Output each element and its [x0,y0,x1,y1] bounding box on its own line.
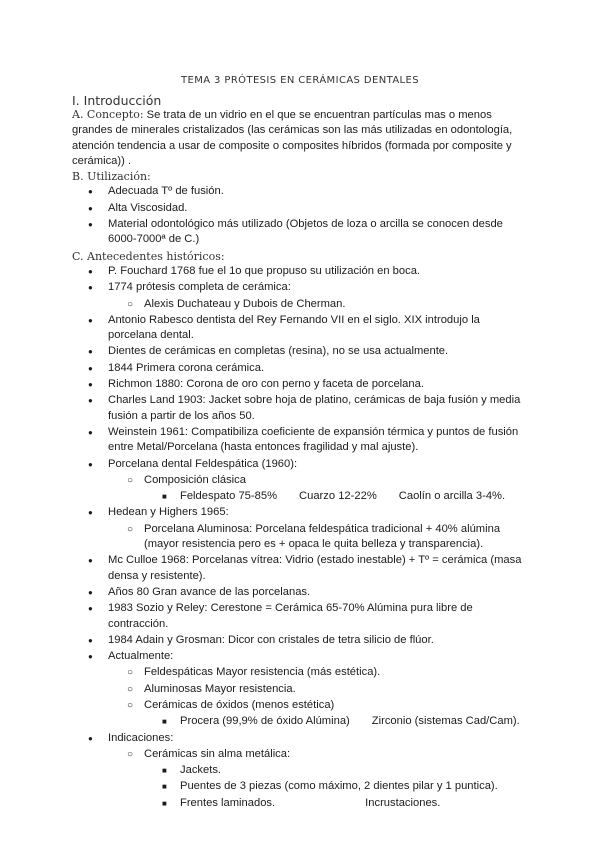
list-item: ○ Porcelana Aluminosa: Porcelana feldespática tradicional + 40% alúmina (mayor resistencia pero es + opaca le quita belleza y transparencia). [72,522,532,553]
list-item: ● Charles Land 1903: Jacket sobre hoja de platino, cerámicas de baja fusión y media fusión a partir de los años 50. [72,393,532,424]
list-item: ● P. Fouchard 1768 fue el 1o que propuso su utilización en boca. [72,264,532,279]
list-item: ● 1984 Adain y Grosman: Dicor con cristales de tetra silicio de flúor. [72,633,532,648]
list-item: ● Dientes de cerámicas en completas (resina), no se usa actualmente. [72,344,532,359]
list-item: ● Adecuada Tº de fusión. [72,184,532,199]
section-heading-introduccion: I. Introducción [72,93,162,108]
list-item: ● Años 80 Gran avance de las porcelanas. [72,585,532,600]
list-item-part: Procera (99,9% de óxido Alúmina) [180,715,350,728]
list-item: ○ Alexis Duchateau y Dubois de Cherman. [72,297,532,312]
list-item-part: Feldespato 75-85% [180,490,278,503]
concepto-paragraph [72,107,532,169]
list-item: ○ Cerámicas sin alma metálica: [72,747,532,762]
utilizacion-label: B. Utilización: [72,170,151,184]
list-item: ● Antonio Rabesco dentista del Rey Fernando VII en el siglo. XIX introdujo la porcelana dental. [72,313,532,344]
list-item: ● 1844 Primera corona cerámica. [72,361,532,376]
list-item: ○ Aluminosas Mayor resistencia. [72,682,532,697]
list-item [72,714,532,729]
concepto-text: Se trata de un vidrio en el que se encuentran partículas mas o menos grandes de minerales cristalizados (las cerámicas son las más utilizadas en odontología, atención tendencia a usar de composite o composites híbridos (formada por composite y cerámica)) . [72,109,513,167]
utilizacion-list [72,184,532,247]
list-item-part: Cuarzo 12-22% [299,490,377,503]
list-item: ● Indicaciones: [72,731,532,746]
list-item: ● 1983 Sozio y Reley: Cerestone = Cerámica 65-70% Alúmina pura libre de contracción. [72,601,532,632]
list-item: ● Alta Viscosidad. [72,201,532,216]
list-item: ○ Cerámicas de óxidos (menos estética) [72,698,532,713]
list-item-part: Zirconio (sistemas Cad/Cam). [371,715,520,728]
antecedentes-list [72,264,532,811]
list-item: ■ Jackets. [72,763,532,778]
list-item: ● Actualmente: [72,649,532,664]
list-item: ■ Puentes de 3 piezas (como máximo, 2 dientes pilar y 1 puntica). [72,779,532,794]
concepto-label: A. Concepto: [72,108,144,121]
list-item-part: Incrustaciones. [365,796,441,809]
list-item-part: Caolín o arcilla 3-4%. [398,490,506,503]
list-item: ● Material odontológico más utilizado (Objetos de loza o arcilla se conocen desde 6000-7000ª de C.) [72,217,532,248]
list-item: ○ Composición clásica [72,473,532,488]
antecedentes-label: C. Antecedentes históricos: [72,249,225,263]
list-item: ● Hedean y Highers 1965: [72,505,532,520]
document-title: TEMA 3 PRÓTESIS EN CERÁMICAS DENTALES [180,75,419,86]
list-item: ● Weinstein 1961: Compatibiliza coeficiente de expansión térmica y puntos de fusión entre Metal/Porcelana (hasta entonces fragilidad y mal ajuste). [72,425,532,456]
list-item-part: Frentes laminados. [180,796,276,809]
list-item: ● Richmon 1880: Corona de oro con perno y faceta de porcelana. [72,377,532,392]
list-item: ● 1774 prótesis completa de cerámica: [72,280,532,295]
list-item: ○ Feldespáticas Mayor resistencia (más estética). [72,665,532,680]
list-item: ● Mc Culloe 1968: Porcelanas vítrea: Vidrio (estado inestable) + Tº = cerámica (masa densa y resistente). [72,553,532,584]
list-item [72,489,532,504]
list-item [72,796,532,811]
list-item: ● Porcelana dental Feldespática (1960): [72,457,532,472]
document-body [72,107,532,812]
